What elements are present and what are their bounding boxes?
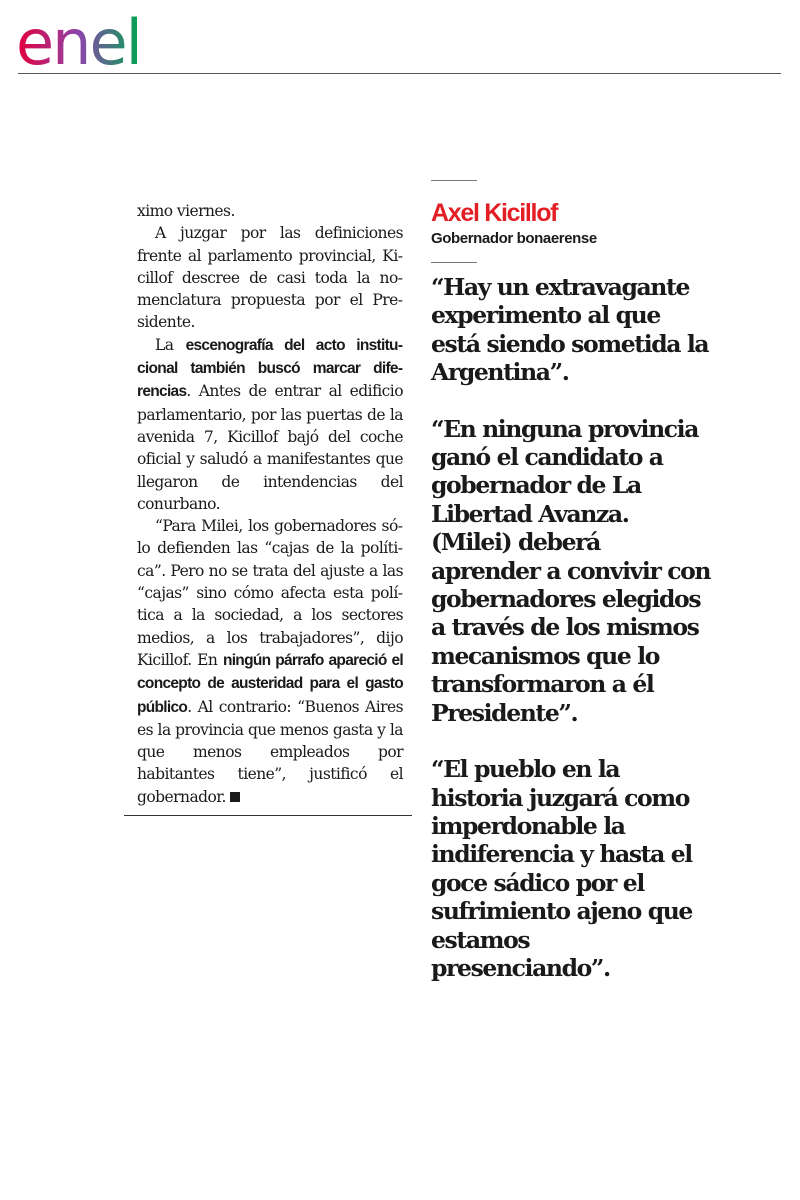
- article-end-mark: [230, 792, 240, 802]
- sidebar-role: Gobernador bonaerense: [431, 230, 597, 247]
- pull-quote-2: “En ninguna provincia ganó el candidato a gobernador de La Libertad Avanza. (Milei) deberá aprender a convivir con gobernadores elegidos a través de los mismos mecanismos que lo transformaron a él Presidente”.: [431, 414, 711, 727]
- article-text: La: [155, 335, 186, 354]
- enel-logo: [16, 6, 188, 70]
- article-paragraph-3: [137, 334, 403, 515]
- article-text: ximo viernes.: [137, 202, 235, 220]
- article-paragraph-4: [137, 515, 403, 808]
- article-text: A juzgar por las definiciones frente al parlamento provincial, Kicillof descree de casi toda la nomenclatura propuesta por el Presidente.: [137, 224, 403, 332]
- sidebar-name: Axel Kicillof: [431, 199, 558, 227]
- article-text: “Para Milei, los gobernadores sólo defienden las “cajas de la política”. Pero no se trata del ajuste a las “cajas” sino cómo afecta esta política a la sociedad, a los sectores medios, a los trabajadores”, dijo Kicillof. En: [137, 517, 403, 669]
- quote-sidebar: [431, 180, 711, 982]
- article-paragraph-2: [137, 222, 403, 333]
- article-text: . Al contrario: “Buenos Aires es la provincia que menos gasta y la que menos empleados por habitantes tiene”, justificó el gobernador.: [137, 697, 403, 806]
- article-highlight: ningún párrafo apareció el concepto de austeridad para el gasto público: [137, 651, 403, 716]
- article-highlight: escenografía del acto institucional también buscó marcar diferencias: [137, 336, 403, 401]
- pull-quote-1: “Hay un extravagante experimento al que está siendo sometida la Argentina”.: [431, 273, 709, 387]
- pull-quote-3: “El pueblo en la historia juzgará como imperdonable la indiferencia y hasta el goce sádico por el sufrimiento ajeno que estamos presenciando”.: [431, 755, 692, 982]
- article-body: [137, 200, 403, 808]
- header-divider: [18, 73, 781, 74]
- sidebar-name-rule: [431, 262, 477, 263]
- article-end-divider: [124, 815, 412, 816]
- article-text: . Antes de entrar al edificio parlamentario, por las puertas de la avenida 7, Kicillof bajó del coche oficial y saludó a manifestantes que llegaron de intendencias del conurbano.: [137, 382, 403, 513]
- enel-logo-text: enel: [16, 6, 141, 70]
- sidebar-top-rule: [431, 180, 477, 181]
- article-paragraph-1: [137, 200, 403, 222]
